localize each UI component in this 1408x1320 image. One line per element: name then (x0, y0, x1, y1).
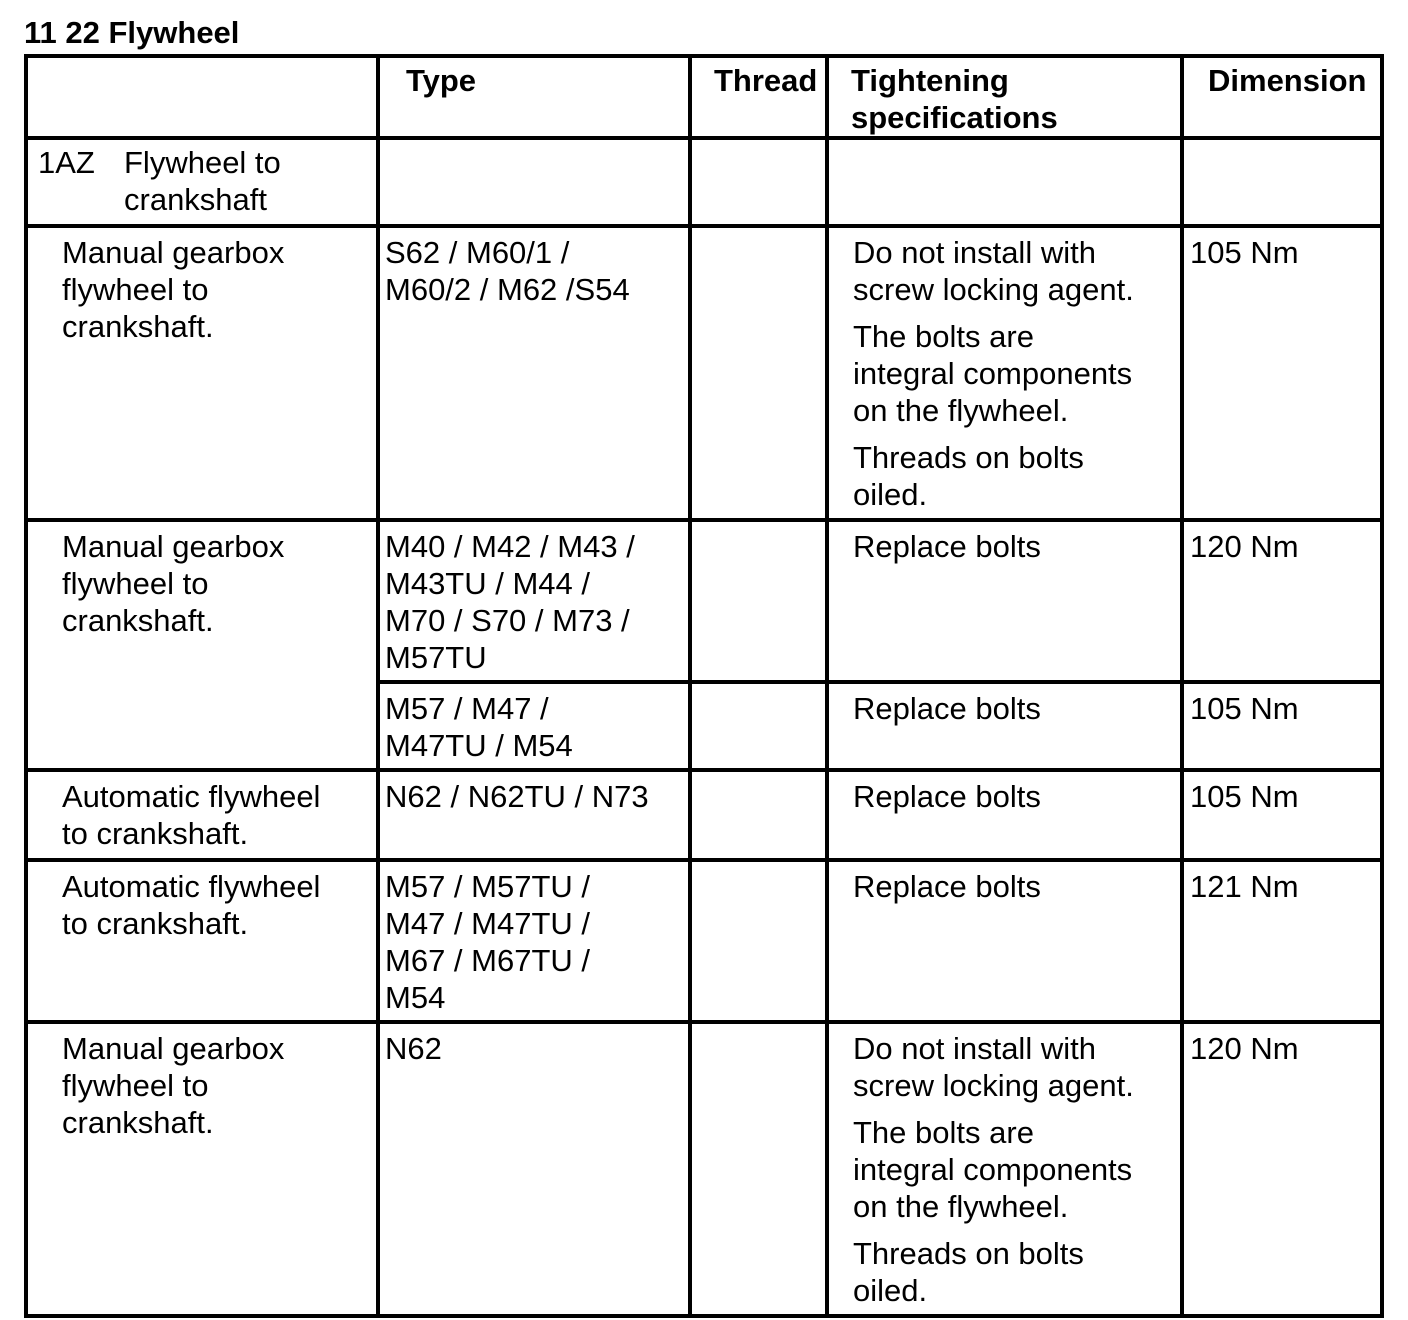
spec-cell (827, 682, 1182, 770)
torque-spec-table (24, 54, 1384, 1318)
type-line: M60/2 / M62 /S54 (385, 272, 630, 307)
group-row (26, 138, 1382, 226)
group-desc-line: crankshaft (124, 182, 268, 217)
description-line: crankshaft. (62, 309, 214, 344)
thread-cell (690, 1022, 827, 1316)
spec-line: oiled. (853, 1273, 928, 1308)
type-cell (378, 682, 690, 770)
spec-cell (827, 770, 1182, 860)
spec-line: oiled. (853, 477, 928, 512)
type-line: N62 (385, 1031, 442, 1066)
type-line: M57 / M57TU / (385, 869, 590, 904)
group-dimension-cell (1182, 138, 1382, 226)
description-line: Manual gearbox (62, 1031, 285, 1066)
header-type: Type (378, 56, 690, 138)
spec-line: screw locking agent. (853, 272, 1134, 307)
type-line: M47 / M47TU / (385, 906, 590, 941)
dimension-cell: 105 Nm (1182, 770, 1382, 860)
header-tightening-specifications (827, 56, 1182, 138)
group-type-cell (378, 138, 690, 226)
type-line: M43TU / M44 / (385, 566, 590, 601)
spec-line: Replace bolts (853, 779, 1041, 814)
group-code: 1AZ (38, 145, 95, 180)
header-row (26, 56, 1382, 138)
type-line: M57TU (385, 640, 487, 675)
type-line: M70 / S70 / M73 / (385, 603, 630, 638)
spec-line: The bolts are (853, 319, 1034, 354)
spec-line: on the flywheel. (853, 393, 1069, 428)
description-line: to crankshaft. (62, 906, 249, 941)
spec-cell (827, 520, 1182, 682)
description-line: crankshaft. (62, 603, 214, 638)
type-cell (378, 520, 690, 682)
type-line: M40 / M42 / M43 / (385, 529, 635, 564)
dimension-cell: 105 Nm (1182, 226, 1382, 520)
header-dimension: Dimension (1182, 56, 1382, 138)
header-tightening-line-2: specifications (851, 100, 1058, 135)
description-line: crankshaft. (62, 1105, 214, 1140)
spec-line: Threads on bolts (853, 1236, 1084, 1271)
spec-line: Do not install with (853, 1031, 1096, 1066)
thread-cell (690, 226, 827, 520)
thread-cell (690, 860, 827, 1022)
type-line: M54 (385, 980, 446, 1015)
spec-note (853, 1114, 1176, 1225)
spec-line: integral components (853, 1152, 1133, 1187)
description-line: Automatic flywheel (62, 869, 321, 904)
description-cell (26, 860, 378, 1022)
spec-line: integral components (853, 356, 1133, 391)
description-line: Automatic flywheel (62, 779, 321, 814)
spec-note (853, 318, 1176, 429)
description-cell (26, 1022, 378, 1316)
group-thread-cell (690, 138, 827, 226)
spec-line: Do not install with (853, 235, 1096, 270)
spec-line: Replace bolts (853, 691, 1041, 726)
description-line: to crankshaft. (62, 816, 249, 851)
description-cell (26, 770, 378, 860)
spec-note (853, 690, 1176, 727)
dimension-cell: 105 Nm (1182, 682, 1382, 770)
table-row (26, 860, 1382, 1022)
spec-line: on the flywheel. (853, 1189, 1069, 1224)
spec-line: Threads on bolts (853, 440, 1084, 475)
header-description (26, 56, 378, 138)
spec-line: Replace bolts (853, 869, 1041, 904)
table-row (26, 520, 1382, 682)
description-line: flywheel to (62, 566, 209, 601)
page-title: 11 22 Flywheel (24, 15, 240, 50)
header-tightening-line-1: Tightening (851, 63, 1009, 98)
table-row (26, 1022, 1382, 1316)
thread-cell (690, 770, 827, 860)
dimension-cell: 120 Nm (1182, 520, 1382, 682)
type-line: M57 / M47 / (385, 691, 549, 726)
thread-cell (690, 520, 827, 682)
group-cell (26, 138, 378, 226)
type-cell (378, 860, 690, 1022)
group-spec-cell (827, 138, 1182, 226)
type-cell (378, 770, 690, 860)
description-line: Manual gearbox (62, 529, 285, 564)
header-thread: Thread (690, 56, 827, 138)
dimension-cell: 121 Nm (1182, 860, 1382, 1022)
spec-note (853, 778, 1176, 815)
table-row (26, 226, 1382, 520)
type-line: M47TU / M54 (385, 728, 573, 763)
spec-cell (827, 1022, 1182, 1316)
table-body (26, 226, 1382, 1316)
description-line: flywheel to (62, 272, 209, 307)
type-line: N62 / N62TU / N73 (385, 779, 649, 814)
thread-cell (690, 682, 827, 770)
spec-cell (827, 226, 1182, 520)
description-line: Manual gearbox (62, 235, 285, 270)
spec-note (853, 234, 1176, 308)
spec-note (853, 1030, 1176, 1104)
type-cell (378, 1022, 690, 1316)
group-description (124, 144, 376, 218)
spec-line: The bolts are (853, 1115, 1034, 1150)
spec-cell (827, 860, 1182, 1022)
description-cell (26, 226, 378, 520)
spec-line: Replace bolts (853, 529, 1041, 564)
spec-note (853, 528, 1176, 565)
description-line: flywheel to (62, 1068, 209, 1103)
dimension-cell: 120 Nm (1182, 1022, 1382, 1316)
type-line: S62 / M60/1 / (385, 235, 570, 270)
type-cell (378, 226, 690, 520)
spec-line: screw locking agent. (853, 1068, 1134, 1103)
spec-note (853, 1235, 1176, 1309)
type-line: M67 / M67TU / (385, 943, 590, 978)
description-cell (26, 520, 378, 770)
table-row (26, 770, 1382, 860)
spec-note (853, 439, 1176, 513)
group-desc-line: Flywheel to (124, 145, 281, 180)
spec-note (853, 868, 1176, 905)
